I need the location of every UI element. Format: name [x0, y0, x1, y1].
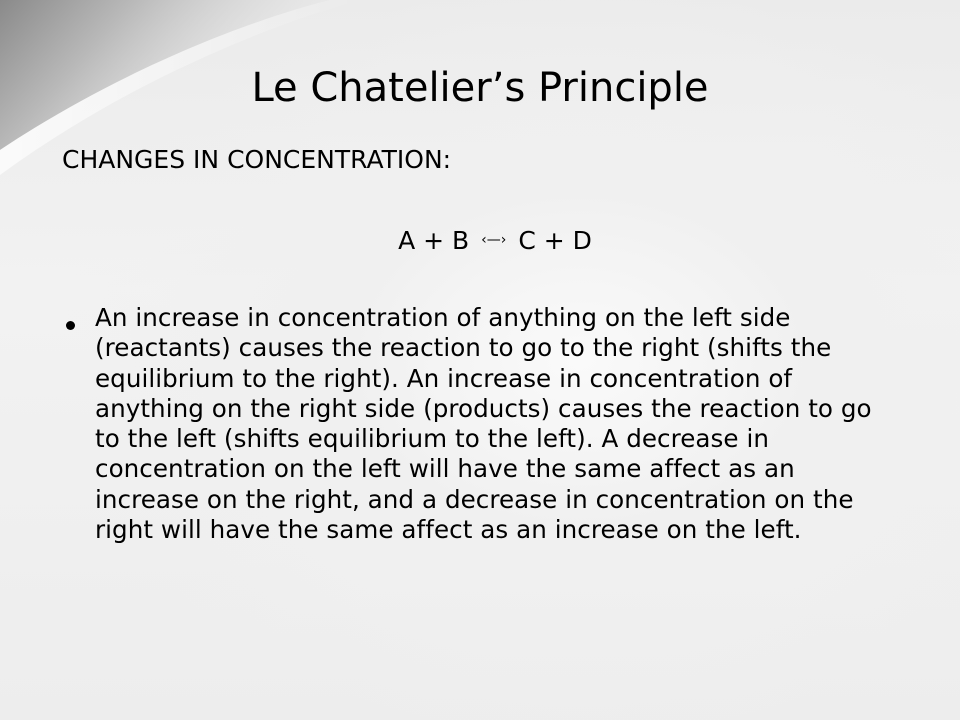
equation-products: C + D [518, 226, 592, 255]
bullet-text: An increase in concentration of anything on the left side (reactants) causes the reaction to go to the right (shifts the equilibrium to the right). An increase in concentration of anything on the right side (products) causes the reaction to go to the left (shifts equilibrium to the left). A decrease in concentration on the left will have the same affect as an increase on the right, and a decrease in concentration on the right will have the same affect as an increase on the left. [95, 303, 872, 545]
section-subheading: CHANGES IN CONCENTRATION: [62, 145, 452, 174]
equation-reactants: A + B [398, 226, 470, 255]
reaction-equation [0, 223, 960, 260]
bullet-item [62, 303, 902, 545]
bullet-dot-icon [66, 321, 75, 330]
equilibrium-arrow-icon: ‹—› [481, 232, 507, 248]
slide-title: Le Chatelier’s Principle [251, 65, 709, 111]
